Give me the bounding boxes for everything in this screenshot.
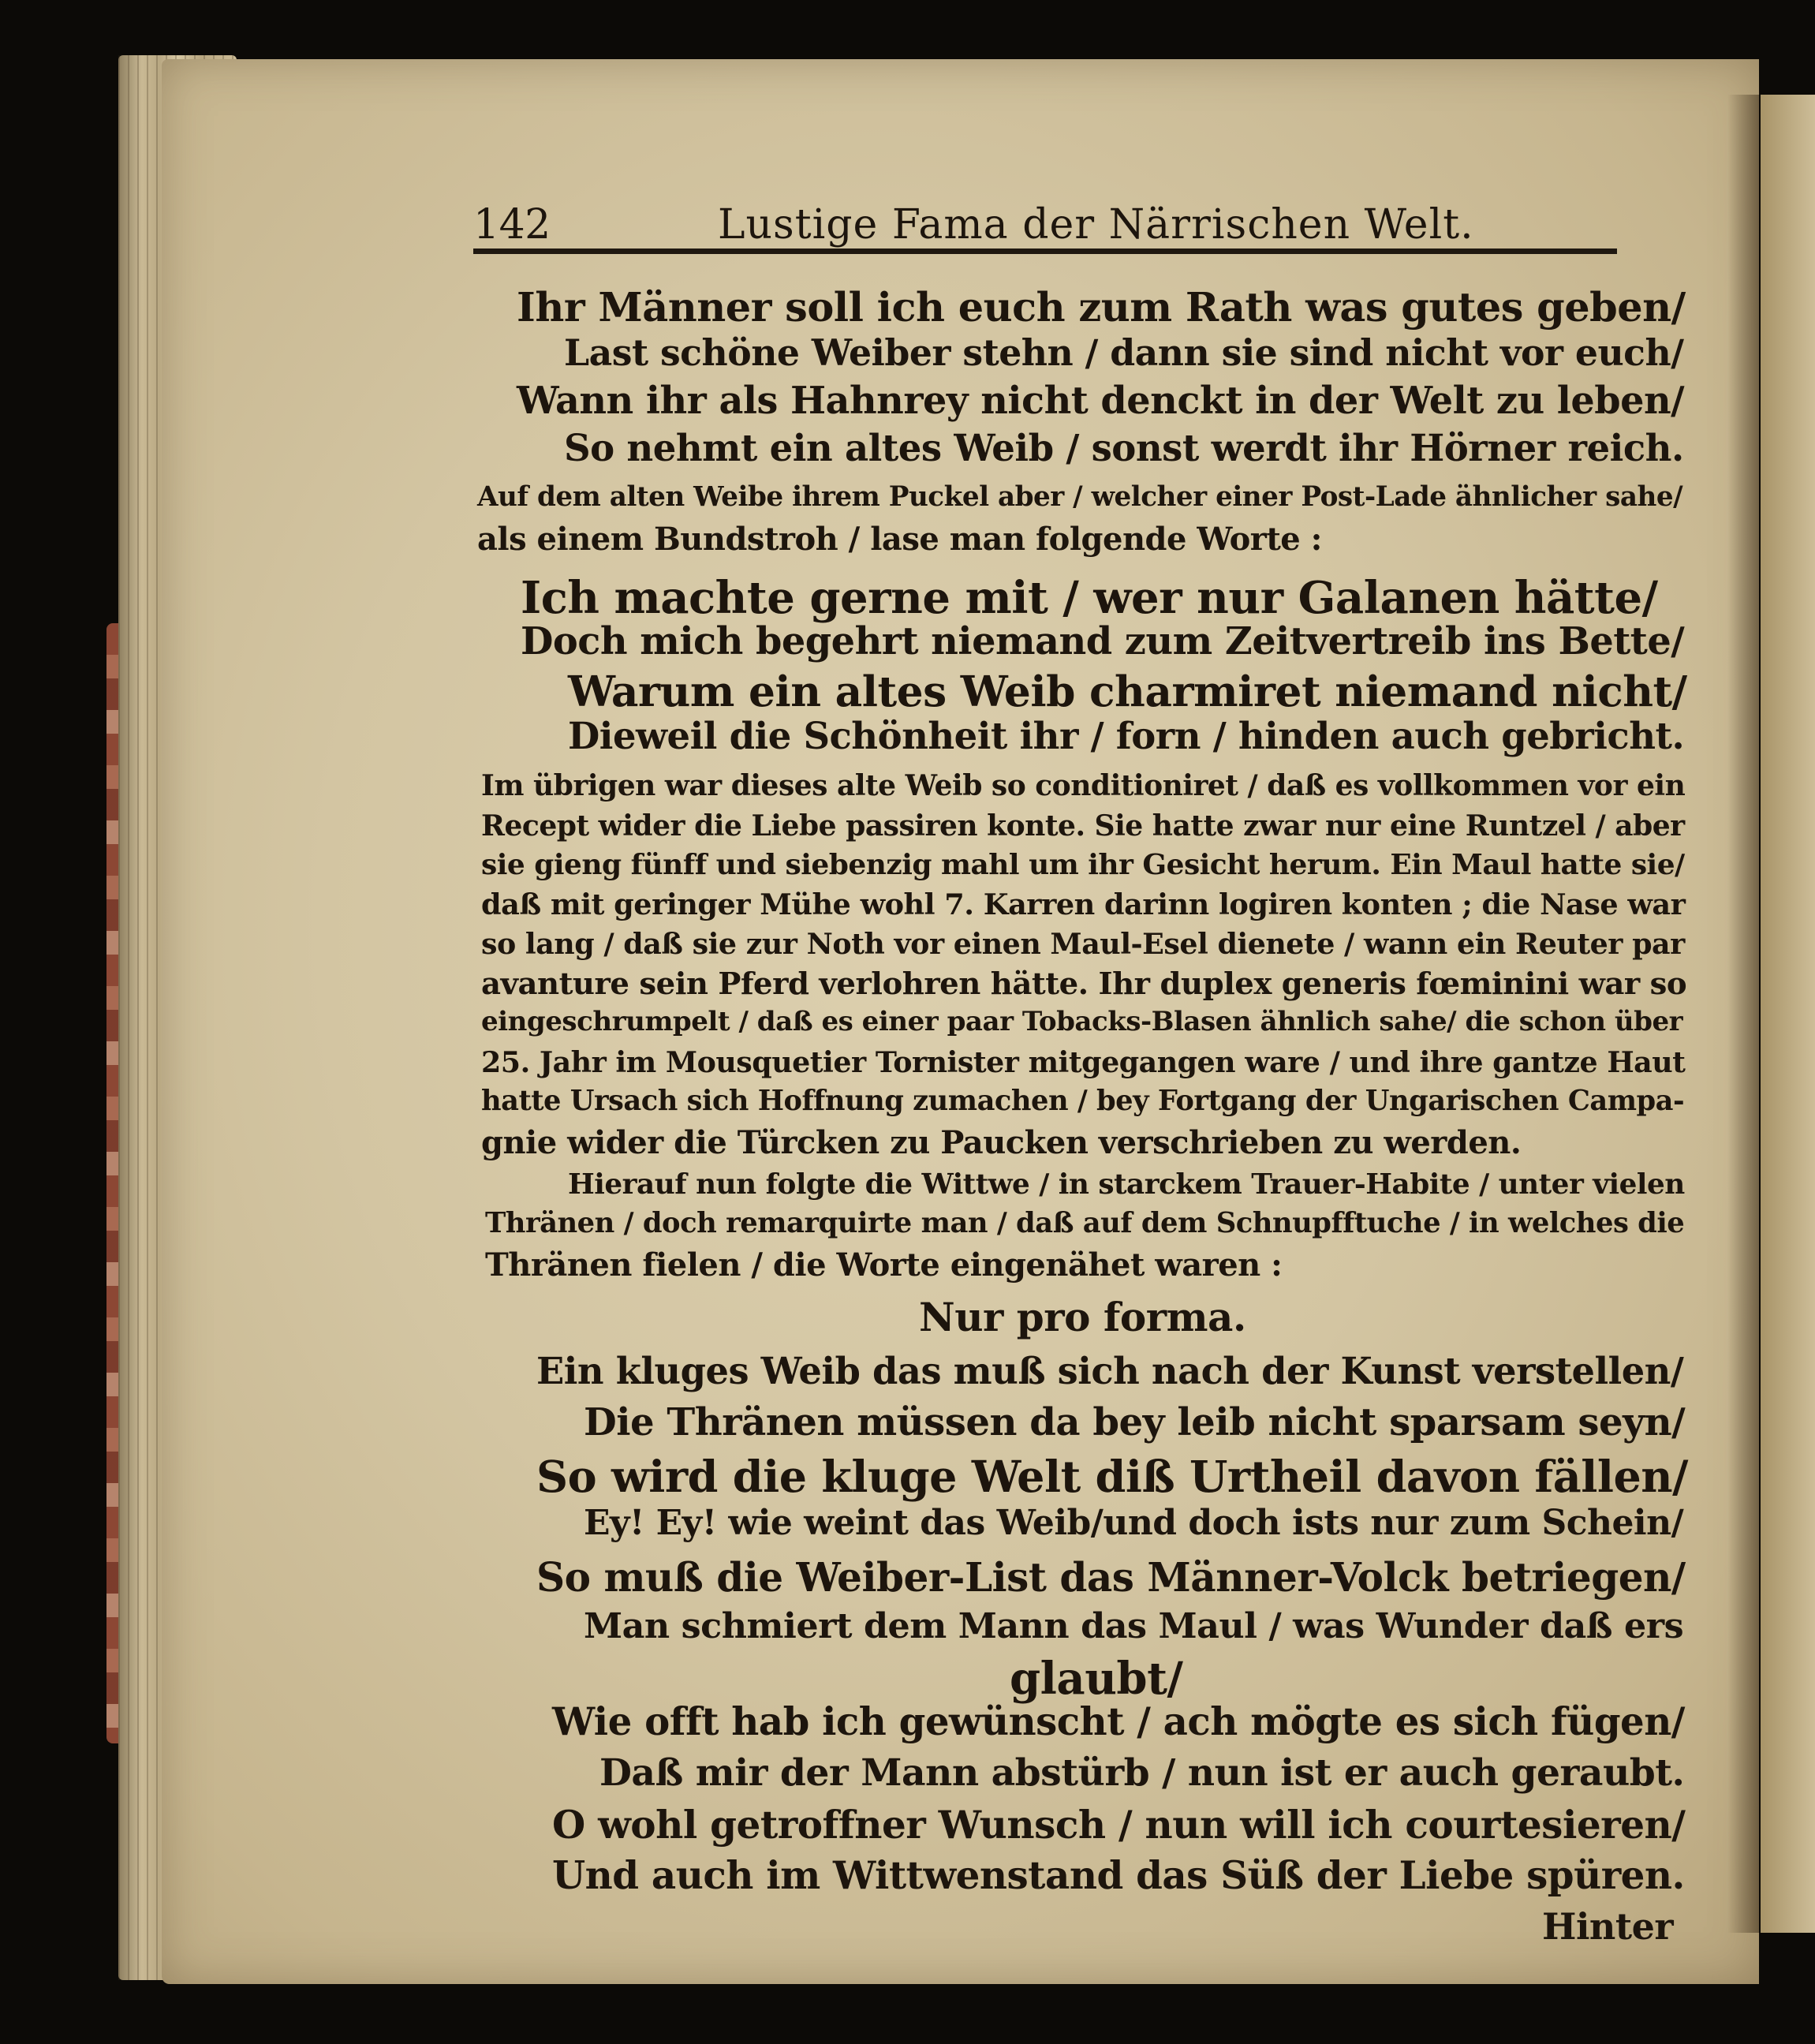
catchword: Hinter — [1542, 1905, 1674, 1948]
verse-line: So muß die Weiber-List das Männer-Volck betriegen/ — [536, 1554, 1686, 1601]
verse-line: So nehmt ein altes Weib / sonst werdt ihr Hörner reich. — [564, 426, 1684, 469]
verse-line: Die Thränen müssen da bey leib nicht sparsam seyn/ — [584, 1400, 1686, 1444]
prose-line: Im übrigen war dieses alte Weib so conditioniret / daß es vollkommen vor ein — [481, 769, 1686, 802]
verse-line: Last schöne Weiber stehn / dann sie sind nicht vor euch/ — [564, 331, 1684, 374]
facing-page-edge — [1761, 95, 1815, 1933]
verse-line: O wohl getroffner Wunsch / nun will ich courtesieren/ — [552, 1803, 1686, 1848]
verse-line: Daß mir der Mann abstürb / nun ist er auch geraubt. — [599, 1751, 1685, 1795]
verse-line: Und auch im Wittwenstand das Süß der Liebe spüren. — [552, 1854, 1685, 1898]
prose-line: daß mit geringer Mühe wohl 7. Karren darinn logiren konten ; die Nase war — [481, 887, 1686, 921]
prose-line: Hierauf nun folgte die Wittwe / in starckem Trauer-Habite / unter vielen — [568, 1168, 1685, 1201]
prose-line: hatte Ursach sich Hoffnung zumachen / bey Fortgang der Ungarischen Campa- — [481, 1085, 1685, 1117]
prose-line: Auf dem alten Weibe ihrem Puckel aber / welcher einer Post-Lade ähnlicher sahe/ — [477, 481, 1683, 513]
prose-line: Thränen / doch remarquirte man / daß auf dem Schnupfftuche / in welches die — [485, 1207, 1685, 1239]
prose-line: gnie wider die Türcken zu Paucken verschrieben zu werden. — [481, 1124, 1522, 1161]
verse-line: Wann ihr als Hahnrey nicht denckt in der Welt zu leben/ — [517, 379, 1685, 423]
verse-line: Ihr Männer soll ich euch zum Rath was gutes geben/ — [517, 284, 1686, 331]
verse-line: glaubt/ — [1010, 1653, 1183, 1705]
prose-line: so lang / daß sie zur Noth vor einen Maul-Esel dienete / wann ein Reuter par — [481, 927, 1685, 961]
verse-line: Doch mich begehrt niemand zum Zeitvertreib ins Bette/ — [521, 619, 1685, 663]
verse-line: Ein kluges Weib das muß sich nach der Kunst verstellen/ — [536, 1349, 1684, 1392]
prose-line: eingeschrumpelt / daß es einer paar Tobacks-Blasen ähnlich sahe/ die schon über — [481, 1006, 1683, 1037]
motto: Nur pro forma. — [919, 1294, 1246, 1340]
verse-line: Ich machte gerne mit / wer nur Galanen hätte/ — [521, 572, 1658, 624]
running-head: Lustige Fama der Närrischen Welt. — [718, 201, 1474, 248]
verse-line: Wie offt hab ich gewünscht / ach mögte es sich fügen/ — [552, 1700, 1685, 1744]
verse-line: So wird die kluge Welt diß Urtheil davon fällen/ — [536, 1452, 1688, 1503]
prose-line: 25. Jahr im Mousquetier Tornister mitgegangen ware / und ihre gantze Haut — [481, 1045, 1686, 1079]
gutter-shadow — [1727, 95, 1759, 1933]
prose-line: Thränen fielen / die Worte eingenähet waren : — [485, 1246, 1283, 1284]
verse-line: Ey! Ey! wie weint das Weib/und doch ists nur zum Schein/ — [584, 1503, 1684, 1543]
header-rule — [473, 248, 1617, 254]
prose-line: als einem Bundstroh / lase man folgende Worte : — [477, 521, 1322, 558]
prose-line: avanture sein Pferd verlohren hätte. Ihr duplex generis fœminini war so — [481, 966, 1687, 1002]
prose-line: Recept wider die Liebe passiren konte. Sie hatte zwar nur eine Runtzel / aber — [481, 809, 1685, 843]
page-number: 142 — [473, 201, 551, 248]
prose-line: sie gieng fünff und siebenzig mahl um ihr Gesicht herum. Ein Maul hatte sie/ — [481, 848, 1685, 881]
verse-line: Dieweil die Schönheit ihr / forn / hinden auch gebricht. — [568, 714, 1685, 757]
verse-line: Man schmiert dem Mann das Maul / was Wunder daß ers — [584, 1605, 1684, 1646]
verse-line: Warum ein altes Weib charmiret niemand nicht/ — [568, 667, 1687, 716]
